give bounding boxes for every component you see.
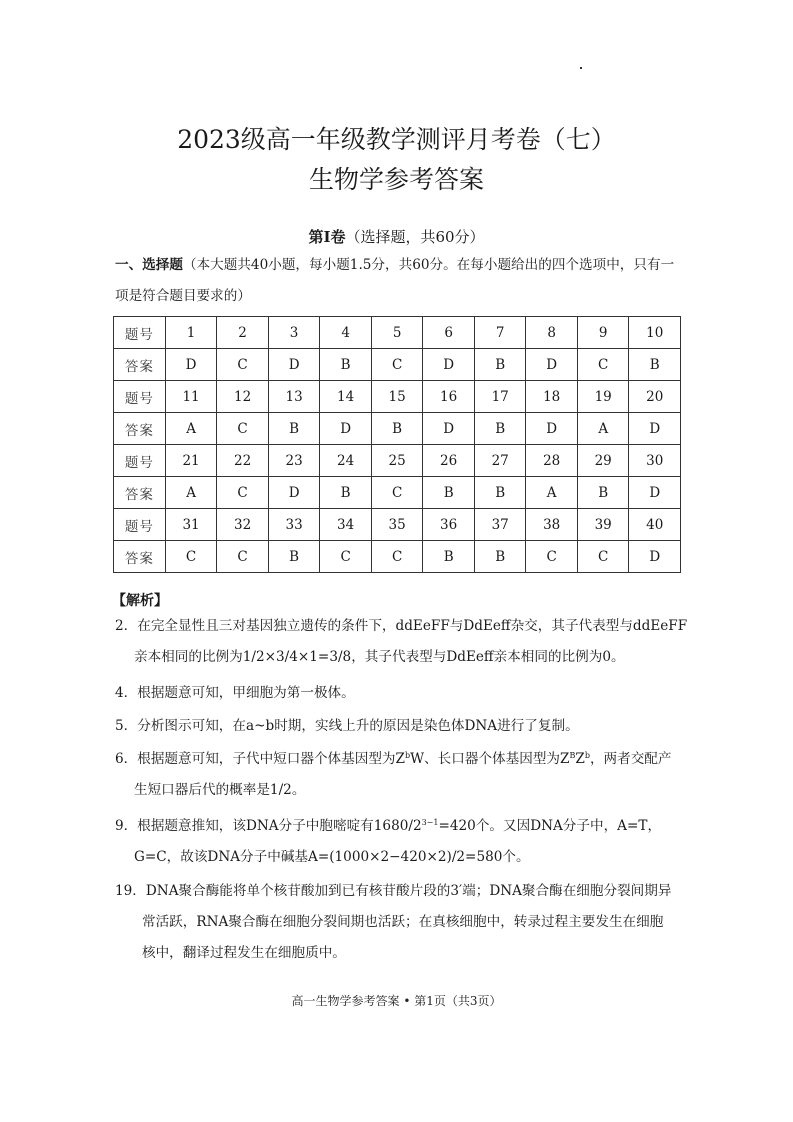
number-cell: 25: [371, 445, 423, 477]
answer-row-label: 答案: [114, 477, 166, 509]
answer-table: [113, 316, 681, 573]
number-cell: 20: [629, 381, 681, 413]
answer-cell: D: [629, 541, 681, 573]
item-text: 核中，翻译过程发生在细胞质中。: [142, 945, 346, 961]
item-number: 19．: [115, 883, 146, 899]
analysis-heading: 【解析】: [112, 593, 168, 609]
number-cell: 6: [423, 317, 475, 349]
answer-cell: B: [320, 477, 372, 509]
number-cell: 35: [371, 509, 423, 541]
number-cell: 29: [577, 445, 629, 477]
item-number: 9．: [115, 818, 138, 834]
item-text: DNA聚合酶能将单个核苷酸加到已有核苷酸片段的3′端；DNA聚合酶在细胞分裂间期异: [145, 883, 672, 899]
number-cell: 3: [268, 317, 320, 349]
analysis-item-2: [115, 611, 690, 673]
item-text: ，两者交配产: [589, 751, 672, 767]
item-text: Z: [575, 751, 585, 767]
answer-cell: A: [165, 477, 217, 509]
number-cell: 16: [423, 381, 475, 413]
answer-cell: C: [217, 413, 269, 445]
section-intro: [115, 250, 685, 312]
number-row-label: 题号: [114, 509, 166, 541]
answer-cell: B: [268, 541, 320, 573]
number-cell: 14: [320, 381, 372, 413]
number-row-label: 题号: [114, 445, 166, 477]
page-title: 2023级高一年级教学测评月考卷（七）: [177, 125, 616, 154]
answer-row-label: 答案: [114, 413, 166, 445]
answer-cell: C: [165, 541, 217, 573]
answer-cell: C: [526, 541, 578, 573]
answer-row: [114, 349, 681, 381]
answer-cell: C: [577, 541, 629, 573]
number-cell: 27: [474, 445, 526, 477]
answer-cell: C: [371, 541, 423, 573]
number-cell: 36: [423, 509, 475, 541]
number-cell: 4: [320, 317, 372, 349]
number-cell: 32: [217, 509, 269, 541]
answer-cell: C: [217, 541, 269, 573]
number-row: [114, 317, 681, 349]
answer-cell: D: [423, 413, 475, 445]
answer-cell: C: [217, 349, 269, 381]
number-cell: 13: [268, 381, 320, 413]
answer-row: [114, 477, 681, 509]
number-cell: 1: [165, 317, 217, 349]
answer-row: [114, 413, 681, 445]
question-type-label: 一、选择题: [115, 257, 183, 273]
item-text: =420个。又因DNA分子中，A=T，: [438, 818, 662, 834]
number-cell: 39: [577, 509, 629, 541]
item-text: 在完全显性且三对基因独立遗传的条件下，ddEeFF与DdEeff杂交，其子代表型与ddEeFF: [137, 618, 688, 634]
analysis-item-4: [115, 678, 690, 709]
answer-cell: B: [423, 541, 475, 573]
number-cell: 31: [165, 509, 217, 541]
number-row-label: 题号: [114, 317, 166, 349]
section-heading: [0, 226, 793, 247]
number-cell: 10: [629, 317, 681, 349]
answer-cell: C: [217, 477, 269, 509]
superscript: 3−1: [421, 818, 439, 827]
item-number: 2．: [115, 618, 138, 634]
item-text: 根据题意推知，该DNA分子中胞嘧啶有1680/2: [137, 818, 422, 834]
number-cell: 30: [629, 445, 681, 477]
number-cell: 37: [474, 509, 526, 541]
answer-cell: D: [320, 413, 372, 445]
number-cell: 34: [320, 509, 372, 541]
scan-mark: [580, 67, 582, 69]
answer-cell: C: [371, 477, 423, 509]
page-subtitle: 生物学参考答案: [308, 165, 484, 194]
number-cell: 17: [474, 381, 526, 413]
number-row: [114, 381, 681, 413]
answer-cell: C: [320, 541, 372, 573]
item-text: W、长口器个体基因型为Z: [410, 751, 570, 767]
item-text: 常活跃，RNA聚合酶在细胞分裂间期也活跃；在真核细胞中，转录过程主要发生在细胞: [142, 914, 664, 930]
analysis-item-9: [115, 811, 690, 873]
answer-cell: D: [268, 477, 320, 509]
number-cell: 23: [268, 445, 320, 477]
number-cell: 26: [423, 445, 475, 477]
answer-cell: A: [165, 413, 217, 445]
answer-cell: C: [371, 349, 423, 381]
answer-cell: B: [423, 477, 475, 509]
number-cell: 8: [526, 317, 578, 349]
answer-cell: B: [371, 413, 423, 445]
number-cell: 11: [165, 381, 217, 413]
item-number: 5．: [115, 718, 138, 734]
section-heading-suffix: （选择题，共60分）: [345, 228, 485, 246]
answer-cell: B: [474, 413, 526, 445]
answer-row-label: 答案: [114, 541, 166, 573]
number-cell: 19: [577, 381, 629, 413]
item-text: 根据题意可知，子代中短口器个体基因型为Z: [137, 751, 405, 767]
item-text: 根据题意可知，甲细胞为第一极体。: [137, 685, 355, 701]
answer-cell: D: [526, 413, 578, 445]
answer-cell: D: [165, 349, 217, 381]
item-text: 生短口器后代的概率是1/2。: [134, 782, 306, 798]
number-cell: 2: [217, 317, 269, 349]
number-cell: 22: [217, 445, 269, 477]
answer-cell: C: [577, 349, 629, 381]
number-cell: 24: [320, 445, 372, 477]
analysis-item-6: [115, 744, 690, 806]
number-cell: 33: [268, 509, 320, 541]
page-footer: 高一生物学参考答案 • 第1页（共3页）: [291, 994, 502, 1008]
number-cell: 12: [217, 381, 269, 413]
answer-row: [114, 541, 681, 573]
answer-cell: D: [423, 349, 475, 381]
answer-cell: A: [526, 477, 578, 509]
answer-cell: B: [268, 413, 320, 445]
number-cell: 28: [526, 445, 578, 477]
analysis-item-5: [115, 711, 690, 742]
superscript: b: [404, 751, 411, 760]
number-cell: 5: [371, 317, 423, 349]
item-number: 4．: [115, 685, 138, 701]
answer-cell: B: [474, 477, 526, 509]
answer-cell: D: [526, 349, 578, 381]
question-type-description: （本大题共40小题，每小题1.5分，共60分。在每小题给出的四个选项中，只有一项是符合题目要求的）: [115, 257, 675, 304]
number-cell: 18: [526, 381, 578, 413]
answer-cell: D: [268, 349, 320, 381]
number-cell: 7: [474, 317, 526, 349]
answer-row-label: 答案: [114, 349, 166, 381]
answer-cell: D: [629, 413, 681, 445]
answer-cell: B: [474, 541, 526, 573]
number-row-label: 题号: [114, 381, 166, 413]
item-text: 分析图示可知，在a~b时期，实线上升的原因是染色体DNA进行了复制。: [137, 718, 579, 734]
number-cell: 40: [629, 509, 681, 541]
answer-cell: B: [474, 349, 526, 381]
superscript: B: [569, 751, 576, 760]
number-cell: 21: [165, 445, 217, 477]
answer-cell: B: [629, 349, 681, 381]
section-heading-prefix: 第Ⅰ卷: [308, 228, 346, 246]
item-text: G=C，故该DNA分子中碱基A=(1000×2−420×2)/2=580个。: [134, 849, 530, 865]
number-row: [114, 509, 681, 541]
analysis-item-19: [115, 876, 690, 969]
answer-cell: B: [577, 477, 629, 509]
item-text: 亲本相同的比例为1/2×3/4×1=3/8，其子代表型与DdEeff亲本相同的比例为0。: [134, 649, 625, 665]
number-cell: 15: [371, 381, 423, 413]
item-number: 6．: [115, 751, 138, 767]
number-row: [114, 445, 681, 477]
answer-cell: B: [320, 349, 372, 381]
answer-cell: A: [577, 413, 629, 445]
answer-cell: D: [629, 477, 681, 509]
number-cell: 9: [577, 317, 629, 349]
number-cell: 38: [526, 509, 578, 541]
superscript: b: [584, 751, 590, 760]
